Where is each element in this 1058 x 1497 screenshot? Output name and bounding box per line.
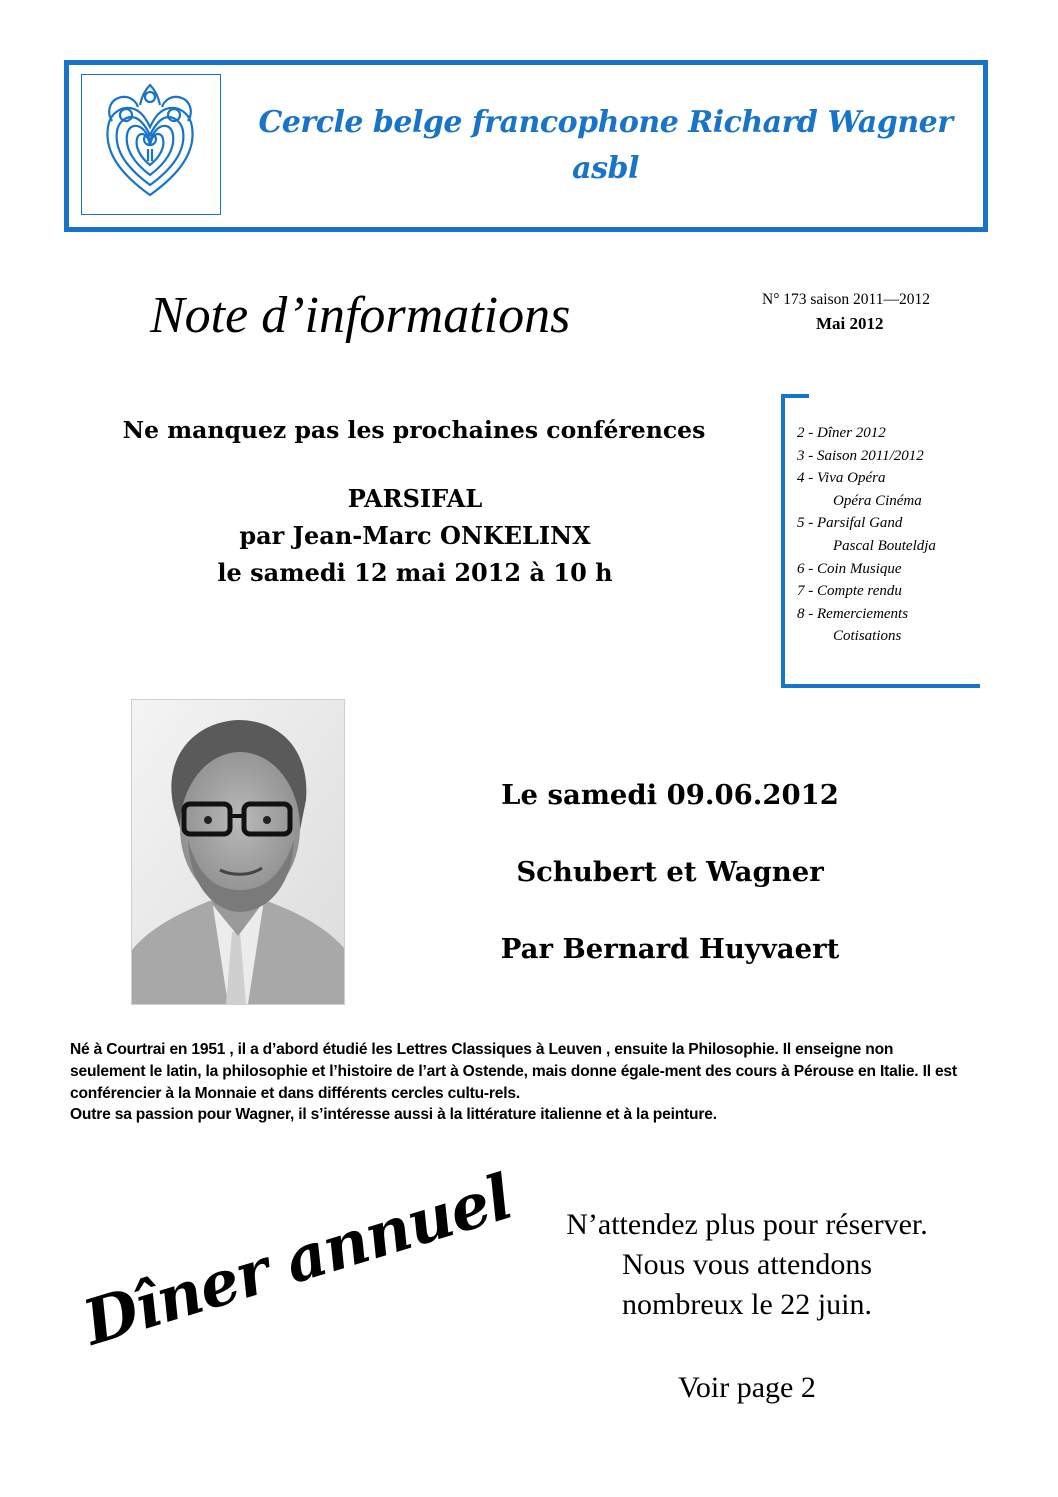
toc-page-number: 6	[797, 560, 805, 577]
toc-label: - Viva Opéra	[808, 470, 886, 487]
reserve-line: nombreux le 22 juin.	[622, 1288, 872, 1321]
toc-page-number: 7	[797, 583, 805, 600]
toc-label: - Coin Musique	[808, 560, 902, 577]
toc-corner-line	[781, 394, 809, 398]
toc-item	[797, 445, 987, 468]
toc-item	[797, 512, 987, 557]
issue-number: N° 173 saison 2011—2012	[762, 291, 930, 308]
toc-sublabel: Opéra Cinéma	[833, 492, 922, 509]
interlaced-heart-knot-logo-icon	[82, 75, 219, 213]
org-name: Cercle belge francophone Richard Wagner	[258, 105, 953, 140]
bio-paragraph: Outre sa passion pour Wagner, il s’intéresse aussi à la littérature italienne et à la peinture.	[70, 1106, 717, 1124]
toc-page-number: 5	[797, 515, 805, 532]
see-page-reference: Voir page 2	[678, 1371, 816, 1404]
event-speaker: Par Bernard Huyvaert	[500, 933, 840, 965]
lecture-speaker: par Jean-Marc ONKELINX	[239, 521, 591, 550]
logo-frame	[81, 74, 221, 215]
toc-item	[797, 603, 987, 648]
toc-sublabel: Pascal Bouteldja	[833, 537, 936, 554]
org-title	[228, 100, 983, 192]
toc-page-number: 3	[797, 447, 805, 464]
lecture-date: le samedi 12 mai 2012 à 10 h	[217, 558, 613, 587]
speaker-portrait-icon	[132, 700, 344, 1004]
toc-label: - Saison 2011/2012	[808, 447, 924, 464]
lecture-title: PARSIFAL	[347, 484, 483, 513]
toc-item	[797, 558, 987, 581]
reservation-callout	[512, 1205, 982, 1325]
toc-label: - Parsifal Gand	[808, 515, 903, 532]
reserve-line: N’attendez plus pour réserver.	[566, 1208, 928, 1241]
toc-label: - Remerciements	[808, 605, 909, 622]
toc-page-number: 8	[797, 605, 805, 622]
issue-month: Mai 2012	[816, 314, 884, 333]
newsletter-title: Note d’informations	[150, 287, 571, 344]
reserve-line: Nous vous attendons	[622, 1248, 872, 1281]
toc-label: - Dîner 2012	[808, 425, 886, 441]
toc-sublabel: Cotisations	[833, 628, 902, 645]
toc-page-number: 2	[797, 425, 805, 441]
org-legal-form: asbl	[572, 151, 639, 186]
event-date: Le samedi 09.06.2012	[501, 779, 839, 811]
parsifal-lecture	[120, 480, 710, 591]
conferences-headline: Ne manquez pas les prochaines conférences	[122, 416, 706, 444]
toc-item	[797, 422, 987, 445]
dinner-script-title: Dîner annuel	[75, 1160, 520, 1360]
speaker-bio	[70, 1039, 970, 1126]
speaker-photo	[131, 699, 345, 1005]
event-title: Schubert et Wagner	[516, 856, 824, 888]
toc-label: - Compte rendu	[808, 583, 902, 600]
toc-item	[797, 467, 987, 512]
toc-page-number: 4	[797, 470, 805, 487]
event-announcement	[440, 770, 900, 1001]
table-of-contents	[797, 422, 987, 648]
bio-paragraph: Né à Courtrai en 1951 , il a d’abord étudié les Lettres Classiques à Leuven , ensuite la Philosophie. Il enseigne non seulement le latin, la philosophie et l’histoire de l’art à Ostende, mais donne égale-ment des cours à Pérouse en Italie. Il est conférencier à la Monnaie et dans différents cercles cultu-rels.	[70, 1041, 957, 1102]
toc-item	[797, 580, 987, 603]
